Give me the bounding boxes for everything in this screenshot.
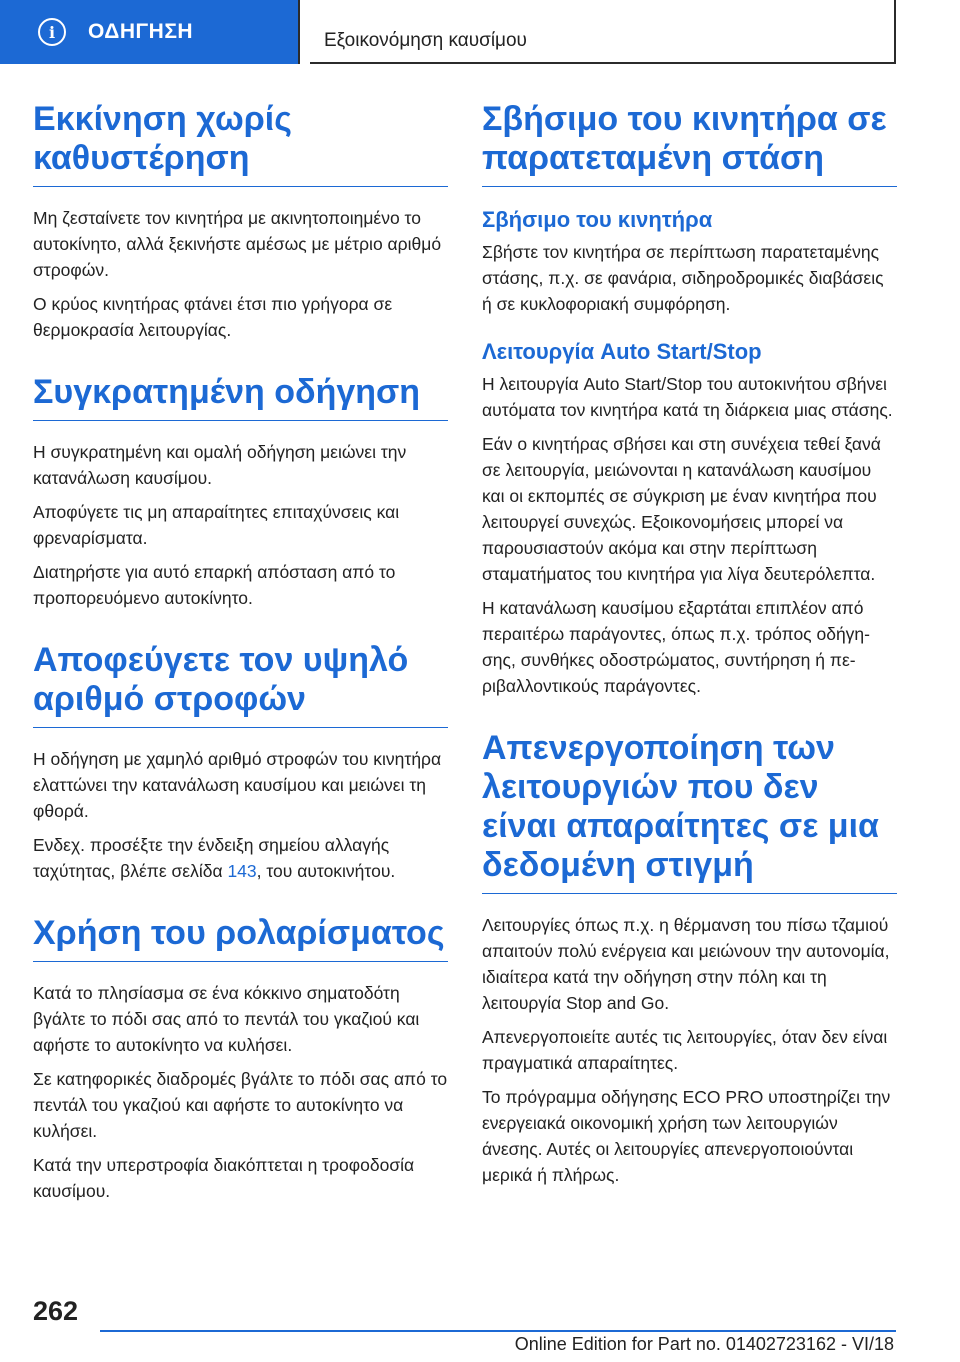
chapter-tab[interactable] — [0, 0, 298, 64]
paragraph-with-link — [33, 832, 448, 884]
heading-use-coasting: Χρήση του ρολαρίσματος — [33, 914, 448, 962]
paragraph: Η οδήγηση με χαμηλό αριθμό στροφών του κινητήρα ελαττώνει την κατανάλωση καυσίμου και μειώνει τη φθορά. — [33, 749, 442, 821]
section-header — [310, 0, 896, 64]
paragraph: Κατά το πλησίασμα σε ένα κόκκινο σηματοδότη βγάλτε το πόδι σας από το πεντάλ του γκαζιού και αφήστε το αυτοκίνητο να κυλήσει. — [33, 983, 420, 1055]
paragraph: Διατηρήστε για αυτό επαρκή απόσταση από το προπορευόμενο αυτοκίνητο. — [33, 562, 396, 608]
paragraph: Εάν ο κινητήρας σβήσει και στη συνέχεια τεθεί ξανά σε λειτουργία, μειώνονται η κατανάλωση καυσίμου και οι εκπομπές σε σύγκριση με έναν κινητήρα που λειτουργεί συνεχώς. Εξοικονομήσεις μπορεί να παρουσιαστούν ακόμα και στην περίπτωση σταματήματος του κινητήρα για λίγα δευτερόλεπτα. — [482, 434, 881, 584]
right-column — [482, 100, 897, 1196]
footer-divider — [100, 1330, 896, 1332]
paragraph: Μη ζεσταίνετε τον κινητήρα με ακινητοποιημένο το αυτοκίνητο, αλλά ξεκινήστε αμέσως με μέτριο αριθμό στροφών. — [33, 208, 442, 280]
paragraph: Το πρόγραμμα οδήγησης ECO PRO υποστηρίζει την ενεργειακά οικονομική χρήση των λειτουργιών άνεσης. Αυτές οι λειτουργίες απενεργοποιούνται μερικά ή πλήρως. — [482, 1087, 891, 1185]
heading-restrained-driving: Συγκρατημένη οδήγηση — [33, 373, 448, 421]
info-icon: i — [38, 18, 66, 46]
paragraph: Η κατανάλωση καυσίμου εξαρτάται επιπλέον από περαιτέρω παράγοντες, όπως π.χ. τρόπος οδήγησης, συνθήκες οδοστρώματος, συντήρηση ή περιβαλλοντικούς παράγοντες. — [482, 598, 870, 696]
left-column — [33, 100, 448, 1212]
chapter-tab-label: ΟΔΗΓΗΣΗ — [88, 20, 194, 43]
heading-disable-unneeded-functions: Απενεργοποίηση των λειτουργιών που δεν είναι απαραίτητες σε μια δεδομένη στιγμή — [482, 729, 897, 894]
edition-info: Online Edition for Part no. 01402723162 - VI/18 — [514, 1334, 894, 1354]
page-reference-link[interactable]: 143 — [227, 861, 257, 881]
subheading-engine-off: Σβήσιμο του κινητήρα — [482, 207, 713, 232]
paragraph: Η συγκρατημένη και ομαλή οδήγηση μειώνει την κατανάλωση καυσίμου. — [33, 442, 407, 488]
heading-engine-off-long-stop: Σβήσιμο του κινητήρα σε παρατεταμένη στάση — [482, 100, 897, 187]
paragraph: Σβήστε τον κινητήρα σε περίπτωση παρατεταμένης στάσης, π.χ. σε φανάρια, σιδηροδρομικές διαβάσεις ή σε κυκλοφοριακή συμφόρηση. — [482, 242, 884, 314]
header-divider — [298, 0, 310, 64]
paragraph: Αποφύγετε τις μη απαραίτητες επιταχύνσεις και φρεναρίσματα. — [33, 502, 400, 548]
paragraph-text: Ενδεχ. προσέξτε την ένδειξη σημείου αλλαγής ταχύτητας, βλέπε σελίδα — [33, 835, 390, 881]
subheading-auto-start-stop: Λειτουργία Auto Start/Stop — [482, 339, 762, 364]
paragraph: Η λειτουργία Auto Start/Stop του αυτοκινήτου σβήνει αυτόματα τον κινητήρα κατά τη διάρκεια μιας στάσης. — [482, 374, 893, 420]
heading-avoid-high-rpm: Αποφεύγετε τον υψηλό αριθμό στροφών — [33, 641, 448, 728]
paragraph-text: , του αυτοκινήτου. — [256, 861, 396, 881]
paragraph: Κατά την υπερστροφία διακόπτεται η τροφοδοσία καυσίμου. — [33, 1155, 415, 1201]
heading-start-without-delay: Εκκίνηση χωρίς καθυστέρηση — [33, 100, 448, 187]
paragraph: Ο κρύος κινητήρας φτάνει έτσι πιο γρήγορα σε θερμοκρασία λειτουργίας. — [33, 294, 393, 340]
section-title: Εξοικονόμηση καυσίμου — [324, 30, 527, 51]
paragraph: Σε κατηφορικές διαδρομές βγάλτε το πόδι σας από το πεντάλ του γκαζιού και αφήστε το αυτοκίνητο να κυλήσει. — [33, 1069, 448, 1141]
paragraph: Λειτουργίες όπως π.χ. η θέρμανση του πίσω τζαμιού απαιτούν πολύ ενέργεια και μειώνουν την αυτονομία, ιδιαίτερα κατά την οδήγηση στην πόλη και τη λειτουργία Stop and Go. — [482, 915, 890, 1013]
paragraph: Απενεργοποιείτε αυτές τις λειτουργίες, όταν δεν είναι πραγματικά απαραίτητες. — [482, 1027, 888, 1073]
page-number: 262 — [33, 1296, 79, 1326]
